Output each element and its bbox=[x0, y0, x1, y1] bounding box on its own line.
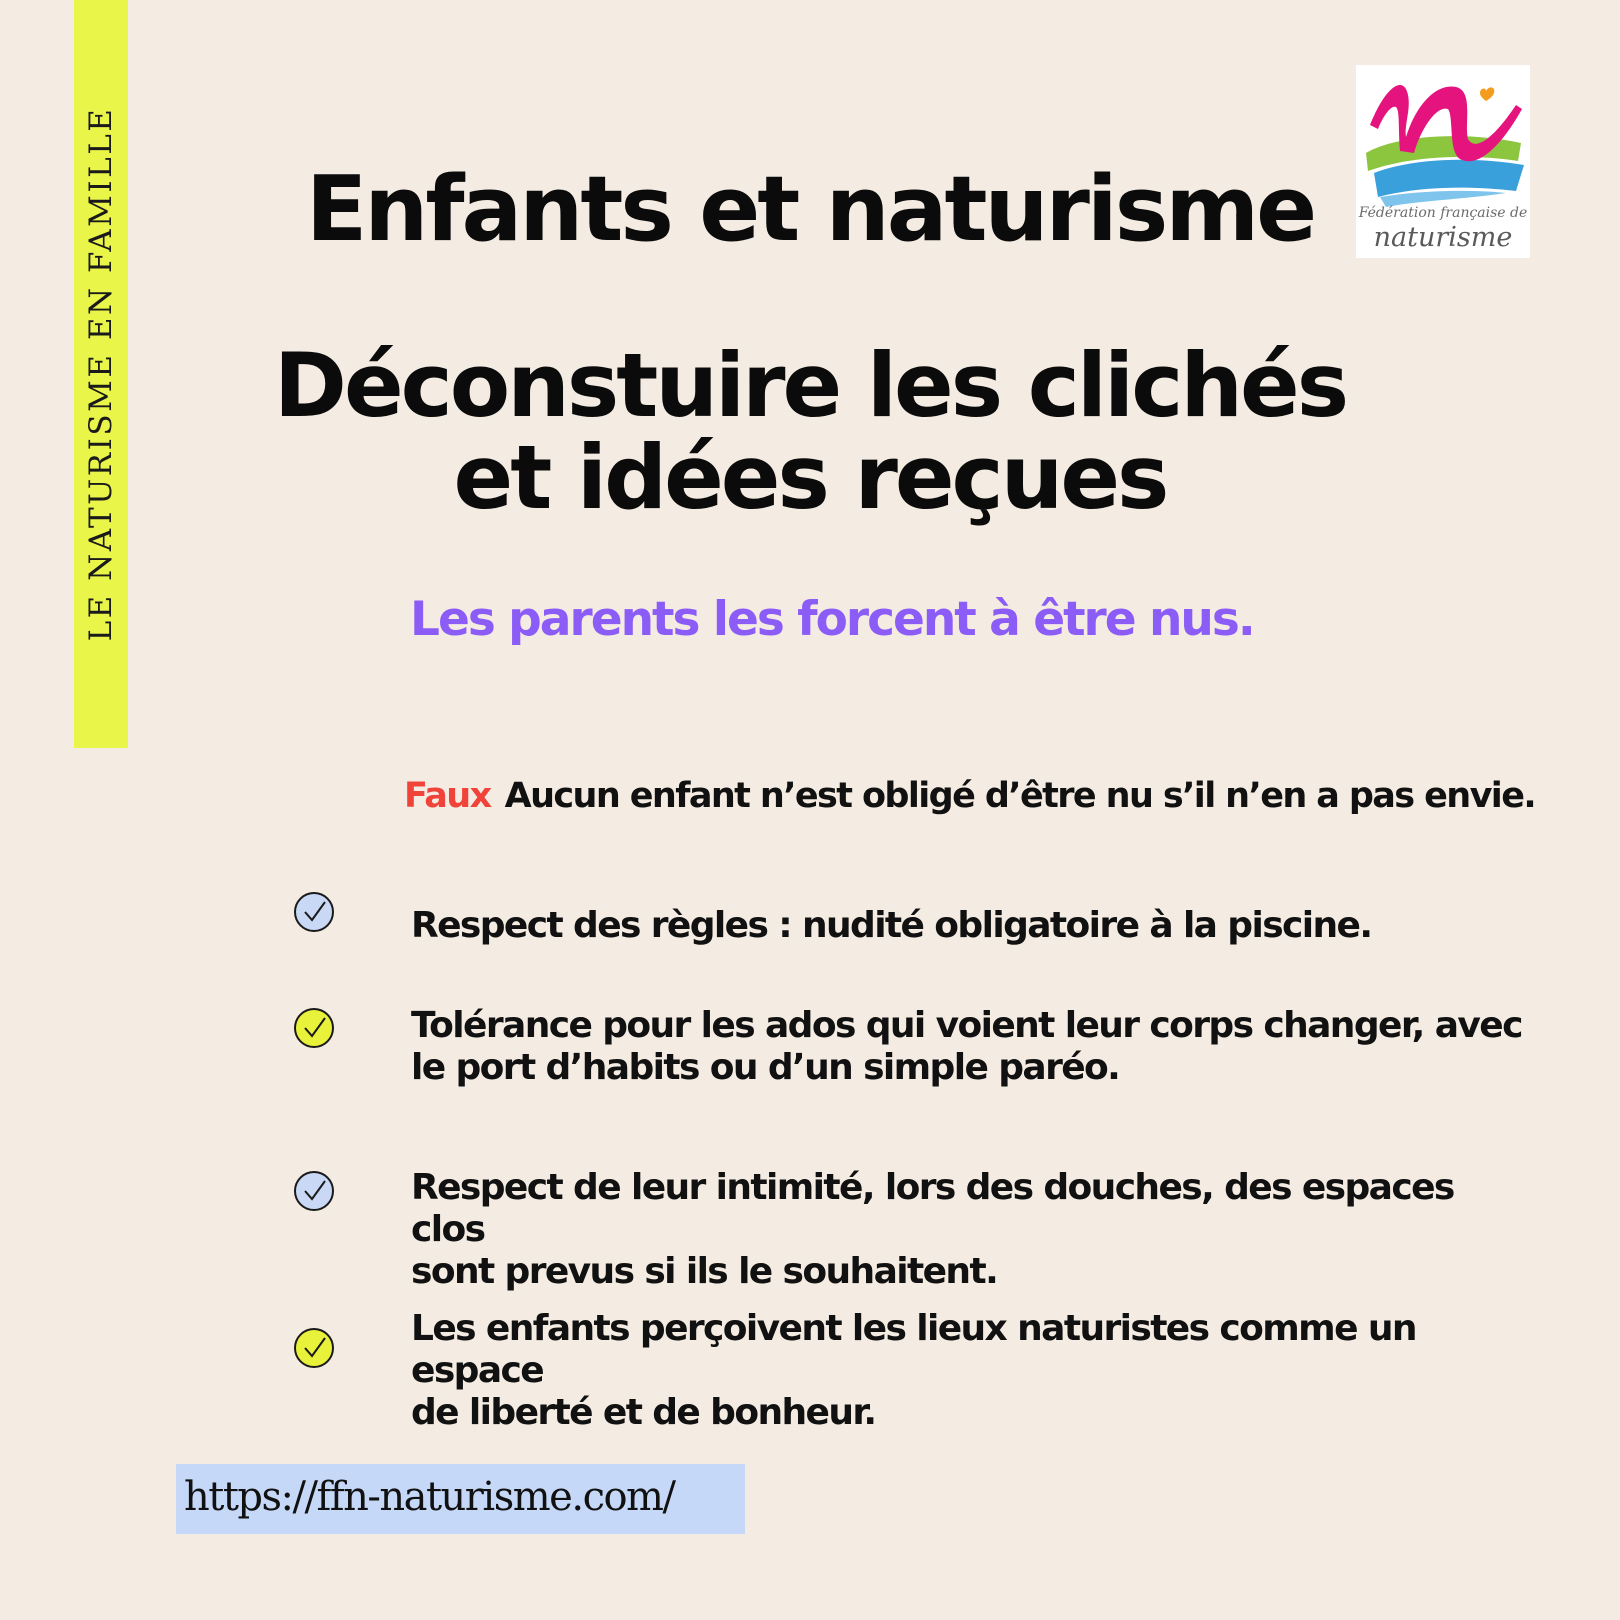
point-line: Les enfants perçoivent les lieux naturistes comme un espace bbox=[411, 1308, 1416, 1391]
page-subtitle bbox=[240, 334, 1380, 529]
answer-text: Aucun enfant n’est obligé d’être nu s’il n’en a pas envie. bbox=[504, 776, 1536, 816]
point-line: le port d’habits ou d’un simple paréo. bbox=[411, 1047, 1120, 1088]
logo-caption-top: Fédération française de bbox=[1358, 205, 1528, 221]
page-title: Enfants et naturisme bbox=[305, 157, 1315, 262]
point-item bbox=[411, 1005, 1531, 1089]
ffn-logo bbox=[1356, 65, 1530, 258]
check-circle-icon bbox=[292, 1006, 336, 1050]
point-item bbox=[411, 1308, 1531, 1434]
website-link[interactable]: https://ffn-naturisme.com/ bbox=[184, 1474, 675, 1520]
answer-line bbox=[404, 776, 1535, 816]
point-line: sont prevus si ils le souhaitent. bbox=[411, 1251, 998, 1292]
point-item: Respect des règles : nudité obligatoire à la piscine. bbox=[411, 905, 1372, 946]
subtitle-line-1: Déconstuire les clichés bbox=[273, 334, 1347, 437]
check-circle-icon bbox=[292, 1169, 336, 1213]
point-line: Tolérance pour les ados qui voient leur corps changer, avec bbox=[411, 1005, 1522, 1046]
point-item bbox=[411, 1167, 1531, 1293]
check-circle-icon bbox=[292, 1326, 336, 1370]
check-circle-icon bbox=[292, 890, 336, 934]
logo-caption-bottom: naturisme bbox=[1373, 222, 1513, 253]
point-line: Respect de leur intimité, lors des douches, des espaces clos bbox=[411, 1167, 1454, 1250]
ffn-logo-graphic bbox=[1356, 65, 1530, 258]
subtitle-line-2: et idées reçues bbox=[453, 426, 1167, 529]
point-line: de liberté et de bonheur. bbox=[411, 1392, 876, 1433]
verdict-label: Faux bbox=[404, 776, 491, 816]
side-banner-text: LE NATURISME EN FAMILLE bbox=[83, 106, 119, 642]
myth-statement: Les parents les forcent à être nus. bbox=[410, 592, 1254, 647]
